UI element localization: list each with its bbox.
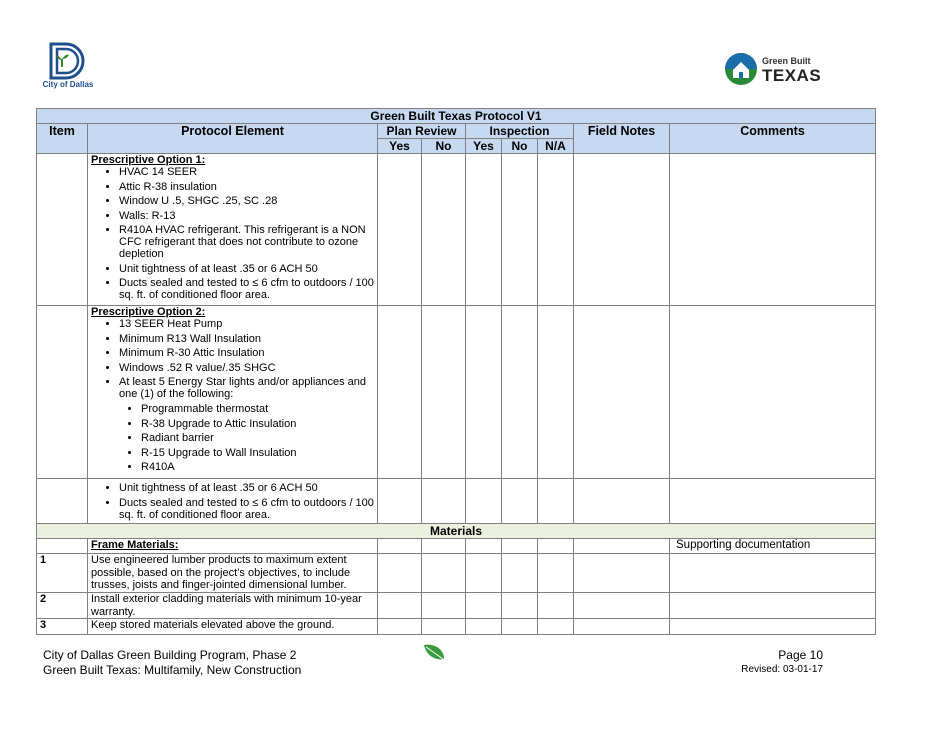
comments-cell[interactable] [670,619,876,635]
plan-yes-cell[interactable] [378,554,422,593]
option1-bullet: • Attic R-38 insulation [119,181,374,196]
comments-cell[interactable] [670,306,876,479]
option1-bullet: • Window U .5, SHGC .25, SC .28 [119,195,374,210]
protocol-text: Keep stored materials elevated above the ground. [88,619,378,635]
footer-program-line: City of Dallas Green Building Program, Phase 2 [43,648,297,662]
option2-bullet [119,376,374,478]
option2-sub-bullet: • R410A [141,461,374,476]
option2-extra-bullet: • Unit tightness of at least .35 or 6 ACH 50 [119,482,374,497]
protocol-text: Use engineered lumber products to maximum extent possible, based on the project’s objectives, to include trusses, joists and finger-jointed dimensional lumber. [88,554,378,593]
plan-no-cell[interactable] [422,306,466,479]
plan-no-cell[interactable] [422,154,466,306]
option1-row [37,154,876,306]
option1-bullet: • HVAC 14 SEER [119,166,374,181]
option1-cell [88,154,378,306]
table-title: Green Built Texas Protocol V1 [37,109,876,124]
page-number: Page 10 [778,648,823,662]
comments-cell[interactable]: Supporting documentation [670,539,876,554]
insp-no-cell[interactable] [502,306,538,479]
field-notes-cell[interactable] [574,554,670,593]
plan-yes-cell[interactable] [378,154,422,306]
option2-sub-bullet: • R-15 Upgrade to Wall Insulation [141,447,374,462]
plan-no-cell[interactable] [422,554,466,593]
option1-bullet: • Walls: R-13 [119,210,374,225]
insp-na-cell[interactable] [538,306,574,479]
insp-no-cell[interactable] [502,154,538,306]
header-field-notes: Field Notes [574,124,670,154]
table-row [37,554,876,593]
insp-na-cell[interactable] [538,154,574,306]
insp-na-cell[interactable] [538,593,574,619]
footer-left [43,648,301,677]
insp-no-cell[interactable] [502,479,538,524]
header-plan-no: No [422,139,466,154]
revised-date: Revised: 03-01-17 [741,663,823,675]
insp-yes-cell[interactable] [466,619,502,635]
gbt-house-icon [724,52,758,86]
green-built-texas-logo [724,52,824,92]
materials-section-header: Materials [37,524,876,539]
header-plan-yes: Yes [378,139,422,154]
insp-no-cell[interactable] [502,593,538,619]
option2-sub-bullet: • R-38 Upgrade to Attic Insulation [141,418,374,433]
field-notes-cell[interactable] [574,593,670,619]
item-cell [37,539,88,554]
header-insp-yes: Yes [466,139,502,154]
insp-na-cell[interactable] [538,539,574,554]
option1-bullet: • Ducts sealed and tested to ≤ 6 cfm to outdoors / 100 sq. ft. of conditioned floor area. [119,277,374,304]
item-number: 2 [37,593,88,619]
plan-no-cell[interactable] [422,593,466,619]
plan-no-cell[interactable] [422,619,466,635]
option1-bullet: • Unit tightness of at least .35 or 6 ACH 50 [119,263,374,278]
gbt-logo-line2: TEXAS [762,66,822,85]
protocol-text: Install exterior cladding materials with minimum 10-year warranty. [88,593,378,619]
insp-no-cell[interactable] [502,619,538,635]
insp-no-cell[interactable] [502,554,538,593]
option2-extra-row [37,479,876,524]
insp-yes-cell[interactable] [466,554,502,593]
gbt-logo-line1: Green Built [762,56,811,66]
insp-no-cell[interactable] [502,539,538,554]
frame-materials-cell [88,539,378,554]
frame-materials-title: Frame Materials: [91,539,179,551]
insp-yes-cell[interactable] [466,479,502,524]
plan-yes-cell[interactable] [378,306,422,479]
field-notes-cell[interactable] [574,154,670,306]
comments-cell[interactable] [670,593,876,619]
option2-bullet: • Windows .52 R value/.35 SHGC [119,362,374,377]
header-inspection: Inspection [466,124,574,139]
header-plan-review: Plan Review [378,124,466,139]
option2-sub-bullet: • Programmable thermostat [141,403,374,418]
plan-yes-cell[interactable] [378,479,422,524]
field-notes-cell[interactable] [574,539,670,554]
plan-no-cell[interactable] [422,539,466,554]
item-cell [37,154,88,306]
plan-yes-cell[interactable] [378,593,422,619]
table-row [37,593,876,619]
insp-yes-cell[interactable] [466,539,502,554]
plan-yes-cell[interactable] [378,619,422,635]
table-row [37,619,876,635]
item-cell [37,479,88,524]
city-of-dallas-logo [40,40,96,90]
option1-bullet: • R410A HVAC refrigerant. This refrigerant is a NON CFC refrigerant that does not contribute to ozone depletion [119,224,374,263]
field-notes-cell[interactable] [574,619,670,635]
insp-na-cell[interactable] [538,554,574,593]
option2-extra-bullet: • Ducts sealed and tested to ≤ 6 cfm to outdoors / 100 sq. ft. of conditioned floor area. [119,497,374,524]
insp-na-cell[interactable] [538,619,574,635]
option2-bullet: • Minimum R-30 Attic Insulation [119,347,374,362]
header-item: Item [37,124,88,154]
option2-title: Prescriptive Option 2: [91,306,206,318]
comments-cell[interactable] [670,154,876,306]
item-number: 3 [37,619,88,635]
field-notes-cell[interactable] [574,479,670,524]
leaf-icon [422,643,446,663]
item-cell [37,306,88,479]
option2-bullet-text: At least 5 Energy Star lights and/or appliances and one (1) of the following: [119,376,367,400]
comments-cell[interactable] [670,554,876,593]
plan-yes-cell[interactable] [378,539,422,554]
insp-yes-cell[interactable] [466,593,502,619]
option2-sub-bullet: • Radiant barrier [141,432,374,447]
header-comments: Comments [670,124,876,154]
header-insp-na: N/A [538,139,574,154]
frame-materials-row [37,539,876,554]
dallas-d-icon [48,42,88,80]
header-protocol-element: Protocol Element [88,124,378,154]
header-insp-no: No [502,139,538,154]
plan-no-cell[interactable] [422,479,466,524]
insp-yes-cell[interactable] [466,154,502,306]
field-notes-cell[interactable] [574,306,670,479]
insp-na-cell[interactable] [538,479,574,524]
option2-extra-cell [88,479,378,524]
footer-subtitle-line: Green Built Texas: Multifamily, New Construction [43,662,302,677]
footer-right [741,648,823,677]
option2-row [37,306,876,479]
comments-cell[interactable] [670,479,876,524]
insp-yes-cell[interactable] [466,306,502,479]
protocol-table [36,108,876,635]
option2-cell [88,306,378,479]
option2-bullet: • Minimum R13 Wall Insulation [119,333,374,348]
option2-bullet: • 13 SEER Heat Pump [119,318,374,333]
dallas-logo-text: City of Dallas [42,80,94,89]
option1-title: Prescriptive Option 1: [91,154,206,166]
item-number: 1 [37,554,88,593]
